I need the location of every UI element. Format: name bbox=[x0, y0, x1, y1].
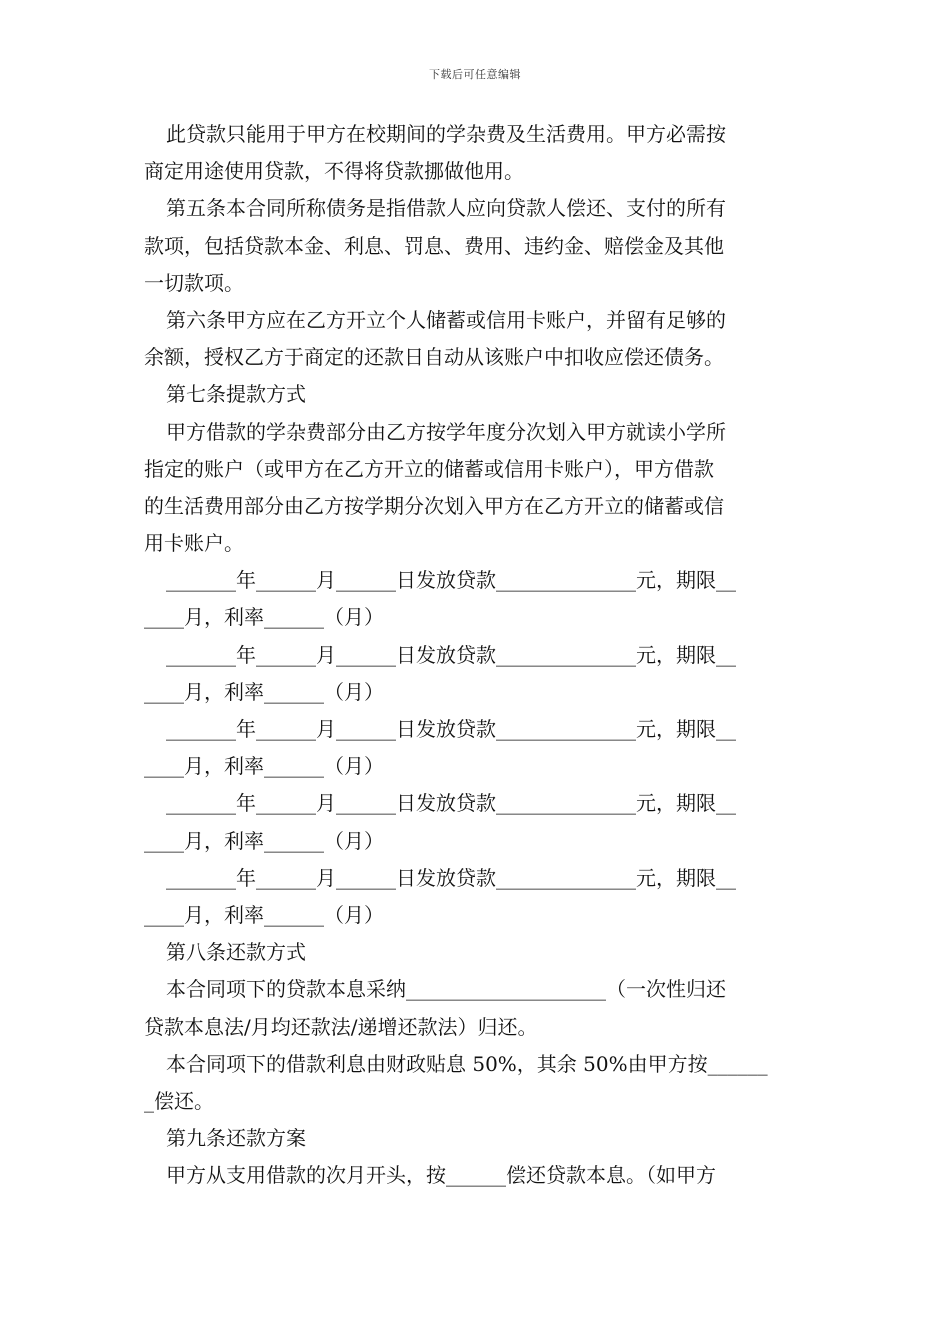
page-header-note: 下载后可任意编辑 bbox=[429, 68, 521, 81]
document-line: 一切款项。 bbox=[144, 270, 244, 295]
document-line: ____月，利率______（月） bbox=[144, 754, 384, 779]
document-line: 指定的账户（或甲方在乙方开立的储蓄或信用卡账户），甲方借款 bbox=[144, 456, 714, 481]
document-line: 第六条甲方应在乙方开立个人储蓄或信用卡账户，并留有足够的 bbox=[166, 307, 726, 332]
document-line: 余额，授权乙方于商定的还款日自动从该账户中扣收应偿还债务。 bbox=[144, 345, 724, 370]
document-line: _______年______月______日发放贷款______________元，期限__ bbox=[166, 791, 736, 816]
document-line: 本合同项下的贷款本息采纳____________________（一次性归还 bbox=[166, 977, 726, 1002]
document-line: ____月，利率______（月） bbox=[144, 902, 384, 927]
document-line: 用卡账户。 bbox=[144, 531, 244, 556]
document-line: 甲方借款的学杂费部分由乙方按学年度分次划入甲方就读小学所 bbox=[166, 419, 726, 444]
document-line: 第九条还款方案 bbox=[166, 1126, 306, 1151]
document-line: _______年______月______日发放贷款______________元，期限__ bbox=[166, 717, 736, 741]
document-line: ____月，利率______（月） bbox=[144, 605, 384, 630]
document-line: _______年______月______日发放贷款______________元，期限__ bbox=[166, 642, 736, 667]
document-line: 商定用途使用贷款，不得将贷款挪做他用。 bbox=[144, 159, 524, 184]
document-line: 本合同项下的借款利息由财政贴息 50%，其余 50%由甲方按______ bbox=[166, 1051, 768, 1076]
document-line: 第五条本合同所称债务是指借款人应向贷款人偿还、支付的所有 bbox=[166, 196, 726, 221]
document-line: 贷款本息法/月均还款法/递增还款法）归还。 bbox=[144, 1014, 538, 1039]
document-line: 此贷款只能用于甲方在校期间的学杂费及生活费用。甲方必需按 bbox=[166, 122, 726, 146]
document-line: 款项，包括贷款本金、利息、罚息、费用、违约金、赔偿金及其他 bbox=[144, 233, 724, 258]
document-line: 的生活费用部分由乙方按学期分次划入甲方在乙方开立的储蓄或信 bbox=[144, 493, 724, 518]
document-line: 第八条还款方式 bbox=[166, 940, 306, 965]
document-line: _______年______月______日发放贷款______________元，期限__ bbox=[166, 568, 736, 593]
document-line: ____月，利率______（月） bbox=[144, 828, 384, 853]
document-body bbox=[144, 116, 808, 1194]
document-line: ____月，利率______（月） bbox=[144, 679, 384, 704]
document-line: _偿还。 bbox=[144, 1088, 214, 1113]
document-line: 甲方从支用借款的次月开头，按______偿还贷款本息。（如甲方 bbox=[166, 1163, 716, 1188]
document-line: _______年______月______日发放贷款______________元，期限__ bbox=[166, 865, 736, 890]
document-line: 第七条提款方式 bbox=[166, 382, 306, 407]
